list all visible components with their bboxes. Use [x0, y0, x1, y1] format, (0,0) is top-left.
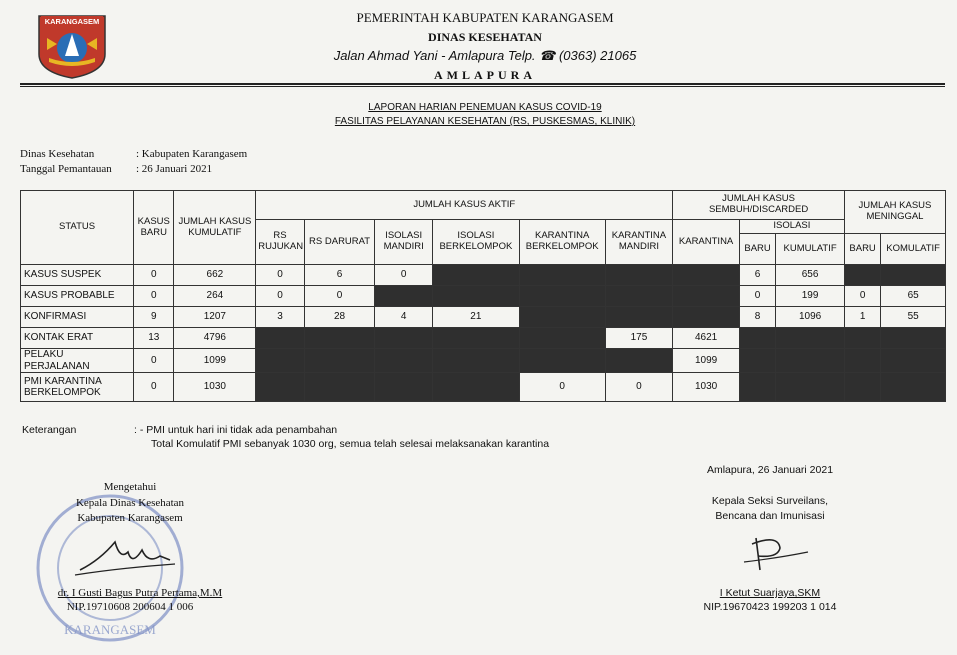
cell-sembuh-kumulatif: 656 [776, 265, 845, 286]
cell-sembuh-baru: 8 [739, 307, 775, 328]
cell-blank [375, 349, 433, 373]
letterhead-rule-thin [20, 86, 945, 87]
header-sembuh-discarded: JUMLAH KASUS SEMBUH/DISCARDED [673, 191, 845, 220]
header-isolasi-berkelompok: ISOLASI BERKELOMPOK [432, 220, 519, 265]
cell-blank [844, 265, 880, 286]
cell-blank [776, 328, 845, 349]
cell-isolasi-mandiri: 4 [375, 307, 433, 328]
cell-blank [605, 307, 673, 328]
cell-blank [844, 328, 880, 349]
cell-rs-rujukan: 0 [256, 265, 304, 286]
label-tanggal: Tanggal Pemantauan [20, 163, 112, 175]
cell-blank [673, 307, 740, 328]
cell-rs-darurat: 0 [304, 286, 375, 307]
cell-blank [432, 286, 519, 307]
header-meninggal-baru: BARU [844, 234, 880, 265]
cell-blank [256, 373, 304, 402]
row-status: KASUS PROBABLE [21, 286, 134, 307]
right-sig-line2: Bencana dan Imunisasi [715, 510, 825, 522]
cell-blank [739, 328, 775, 349]
cell-blank [304, 328, 375, 349]
header-meninggal-komulatif: KOMULATIF [881, 234, 946, 265]
table-row [21, 265, 946, 286]
cell-rs-rujukan: 3 [256, 307, 304, 328]
cell-blank [519, 349, 605, 373]
value-tanggal: : 26 Januari 2021 [136, 163, 213, 175]
cell-blank [432, 328, 519, 349]
header-karantina: KARANTINA [673, 220, 740, 265]
svg-text:KARANGASEM: KARANGASEM [44, 17, 100, 26]
header-status: STATUS [21, 191, 134, 265]
cell-blank [605, 286, 673, 307]
cell-karantina-mandiri: 175 [605, 328, 673, 349]
cell-blank [432, 349, 519, 373]
cell-blank [844, 349, 880, 373]
right-sig-name: I Ketut Suarjaya,SKM [719, 587, 821, 599]
cell-kumulatif: 4796 [174, 328, 256, 349]
karangasem-emblem-logo [37, 14, 107, 80]
table-row [21, 307, 946, 328]
cell-meninggal-baru: 0 [844, 286, 880, 307]
cell-blank [881, 373, 946, 402]
report-subtitle: FASILITAS PELAYANAN KESEHATAN (RS, PUSKESMAS, KLINIK) [334, 116, 636, 127]
cell-rs-darurat: 6 [304, 265, 375, 286]
row-status: PELAKU PERJALANAN [21, 349, 134, 373]
left-handwritten-signature [70, 530, 180, 580]
header-sembuh-baru: BARU [739, 234, 775, 265]
header-jumlah-kumulatif: JUMLAH KASUS KUMULATIF [174, 191, 256, 265]
cell-blank [519, 265, 605, 286]
cell-blank [304, 373, 375, 402]
label-dinas: Dinas Kesehatan [20, 148, 95, 160]
cell-karantina-mandiri: 0 [605, 373, 673, 402]
header-kasus-baru: KASUS BARU [134, 191, 174, 265]
cell-kasus-baru: 0 [134, 286, 174, 307]
table-row [21, 373, 946, 402]
cell-blank [881, 265, 946, 286]
cell-sembuh-kumulatif: 1096 [776, 307, 845, 328]
cell-karantina: 4621 [673, 328, 740, 349]
left-sig-nip: NIP.19710608 200604 1 006 [66, 601, 194, 613]
cell-karantina: 1030 [673, 373, 740, 402]
value-dinas: : Kabupaten Karangasem [136, 148, 248, 160]
row-status: PMI KARANTINA BERKELOMPOK [21, 373, 134, 402]
keterangan-label: Keterangan [22, 424, 77, 436]
cell-blank [881, 349, 946, 373]
left-sig-line3: Kabupaten Karangasem [77, 512, 183, 524]
cell-blank [256, 328, 304, 349]
cell-blank [432, 373, 519, 402]
cell-blank [776, 349, 845, 373]
header-isolasi-mandiri: ISOLASI MANDIRI [375, 220, 433, 265]
row-status: KONTAK ERAT [21, 328, 134, 349]
letterhead-office-name: DINAS KESEHATAN [428, 30, 542, 44]
letterhead-city: AMLAPURA [434, 68, 536, 82]
cell-blank [375, 328, 433, 349]
cell-meninggal-kumulatif: 55 [881, 307, 946, 328]
header-rs-darurat: RS DARURAT [304, 220, 375, 265]
cell-rs-rujukan: 0 [256, 286, 304, 307]
cell-sembuh-kumulatif: 199 [776, 286, 845, 307]
cell-blank [605, 349, 673, 373]
table-row [21, 286, 946, 307]
cell-rs-darurat: 28 [304, 307, 375, 328]
cell-kasus-baru: 0 [134, 265, 174, 286]
table-row [21, 349, 946, 373]
left-sig-name: dr. I Gusti Bagus Putra Pertama,M.M [57, 587, 223, 599]
header-karantina-mandiri: KARANTINA MANDIRI [605, 220, 673, 265]
header-isolasi: ISOLASI [739, 220, 844, 234]
cell-kasus-baru: 0 [134, 373, 174, 402]
report-title: LAPORAN HARIAN PENEMUAN KASUS COVID-19 [368, 102, 602, 113]
right-handwritten-signature [738, 530, 818, 580]
cell-blank [256, 349, 304, 373]
header-karantina-berkelompok: KARANTINA BERKELOMPOK [519, 220, 605, 265]
cell-blank [304, 349, 375, 373]
cell-kumulatif: 662 [174, 265, 256, 286]
cell-sembuh-baru: 0 [739, 286, 775, 307]
cell-isolasi-mandiri: 0 [375, 265, 433, 286]
cell-blank [605, 265, 673, 286]
cell-kasus-baru: 13 [134, 328, 174, 349]
cell-blank [844, 373, 880, 402]
header-sembuh-kumulatif: KUMULATIF [776, 234, 845, 265]
cell-blank [881, 328, 946, 349]
letterhead-rule-thick [20, 83, 945, 85]
cell-kumulatif: 264 [174, 286, 256, 307]
cell-meninggal-kumulatif: 65 [881, 286, 946, 307]
cell-blank [776, 373, 845, 402]
header-jumlah-kasus-aktif: JUMLAH KASUS AKTIF [256, 191, 673, 220]
cell-blank [519, 328, 605, 349]
right-sig-nip: NIP.19670423 199203 1 014 [703, 601, 837, 613]
cell-karantina: 1099 [673, 349, 740, 373]
cell-kumulatif: 1030 [174, 373, 256, 402]
cell-sembuh-baru: 6 [739, 265, 775, 286]
right-sig-line1: Kepala Seksi Surveilans, [711, 495, 829, 507]
cell-blank [432, 265, 519, 286]
covid-report-table [20, 190, 946, 402]
table-row [21, 328, 946, 349]
right-sig-date: Amlapura, 26 Januari 2021 [706, 464, 834, 476]
keterangan-line1: : - PMI untuk hari ini tidak ada penambahan [134, 424, 338, 436]
row-status: KASUS SUSPEK [21, 265, 134, 286]
cell-karantina-berkelompok: 0 [519, 373, 605, 402]
cell-blank [375, 286, 433, 307]
cell-kumulatif: 1099 [174, 349, 256, 373]
left-sig-line1: Mengetahui [103, 481, 157, 493]
cell-kumulatif: 1207 [174, 307, 256, 328]
header-rs-rujukan: RS RUJUKAN [256, 220, 304, 265]
keterangan-line2: Total Komulatif PMI sebanyak 1030 org, semua telah selesai melaksanakan karantina [151, 438, 550, 450]
row-status: KONFIRMASI [21, 307, 134, 328]
letterhead-address: Jalan Ahmad Yani - Amlapura Telp. ☎ (0363) 21065 [333, 48, 637, 63]
svg-text:KARANGASEM: KARANGASEM [64, 622, 156, 637]
letterhead-government-name: PEMERINTAH KABUPATEN KARANGASEM [356, 10, 614, 25]
cell-blank [519, 286, 605, 307]
cell-kasus-baru: 0 [134, 349, 174, 373]
cell-isolasi-berkelompok: 21 [432, 307, 519, 328]
cell-blank [375, 373, 433, 402]
cell-blank [673, 265, 740, 286]
cell-blank [739, 349, 775, 373]
cell-blank [673, 286, 740, 307]
left-sig-line2: Kepala Dinas Kesehatan [75, 497, 185, 509]
cell-meninggal-baru: 1 [844, 307, 880, 328]
cell-blank [739, 373, 775, 402]
cell-blank [519, 307, 605, 328]
cell-kasus-baru: 9 [134, 307, 174, 328]
header-meninggal: JUMLAH KASUS MENINGGAL [844, 191, 945, 234]
